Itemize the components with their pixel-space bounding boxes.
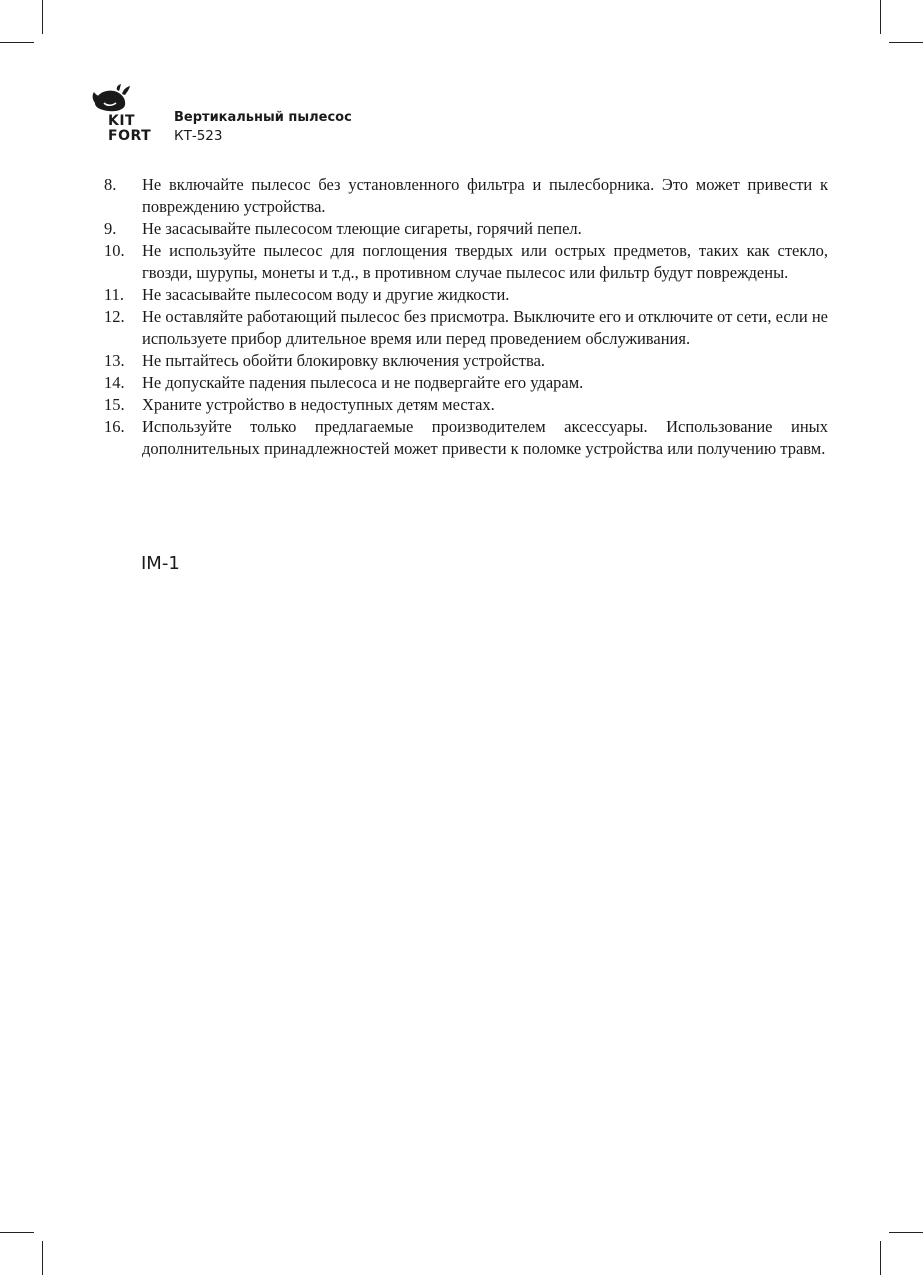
crop-mark	[0, 1232, 34, 1233]
whale-icon	[92, 84, 132, 114]
list-item-number: 12.	[104, 307, 125, 326]
crop-mark	[880, 1241, 881, 1275]
list-item-text: Не пытайтесь обойти блокировку включения устройства.	[142, 351, 546, 370]
page-header	[92, 84, 412, 148]
list-item	[104, 372, 828, 394]
page-code: IM-1	[141, 553, 180, 574]
brand-name-line2: FORT	[108, 128, 152, 144]
list-item-text: Не используйте пылесос для поглощения твердых или острых предметов, таких как стекло, гвозди, шурупы, монеты и т.д., в противном случае пылесос или фильтр будут повреждены.	[142, 241, 828, 282]
crop-mark	[0, 42, 34, 43]
crop-mark	[889, 42, 923, 43]
crop-mark	[42, 0, 43, 34]
list-item	[104, 306, 828, 350]
list-item	[104, 394, 828, 416]
safety-instructions-list	[104, 174, 828, 460]
list-item-number: 8.	[104, 175, 117, 194]
product-model: КТ-523	[174, 128, 223, 144]
list-item-text: Не включайте пылесос без установленного фильтра и пылесборника. Это может привести к повреждению устройства.	[142, 175, 828, 216]
list-item	[104, 218, 828, 240]
brand-logo	[92, 84, 152, 148]
list-item	[104, 416, 828, 460]
list-item-text: Не допускайте падения пылесоса и не подвергайте его ударам.	[142, 373, 584, 392]
brand-name-line1: KIT	[108, 113, 136, 129]
crop-mark	[880, 0, 881, 34]
list-item-text: Не засасывайте пылесосом воду и другие жидкости.	[142, 285, 510, 304]
list-item-text: Не оставляйте работающий пылесос без присмотра. Выключите его и отключите от сети, если не используете прибор длительное время или перед проведением обслуживания.	[142, 307, 828, 348]
list-item	[104, 174, 828, 218]
list-item	[104, 350, 828, 372]
product-title: Вертикальный пылесос	[174, 110, 352, 125]
list-item	[104, 284, 828, 306]
list-item-number: 10.	[104, 241, 125, 260]
list-item-number: 13.	[104, 351, 125, 370]
list-item-text: Не засасывайте пылесосом тлеющие сигареты, горячий пепел.	[142, 219, 582, 238]
crop-mark	[889, 1232, 923, 1233]
list-item-number: 14.	[104, 373, 125, 392]
list-item-number: 11.	[104, 285, 125, 304]
list-item-number: 9.	[104, 219, 117, 238]
list-item-text: Храните устройство в недоступных детям местах.	[142, 395, 495, 414]
list-item	[104, 240, 828, 284]
crop-mark	[42, 1241, 43, 1275]
list-item-number: 16.	[104, 417, 125, 436]
list-item-text: Используйте только предлагаемые производителем аксессуары. Использование иных дополнительных принадлежностей может привести к поломке устройства или получению травм.	[142, 417, 828, 458]
list-item-number: 15.	[104, 395, 125, 414]
